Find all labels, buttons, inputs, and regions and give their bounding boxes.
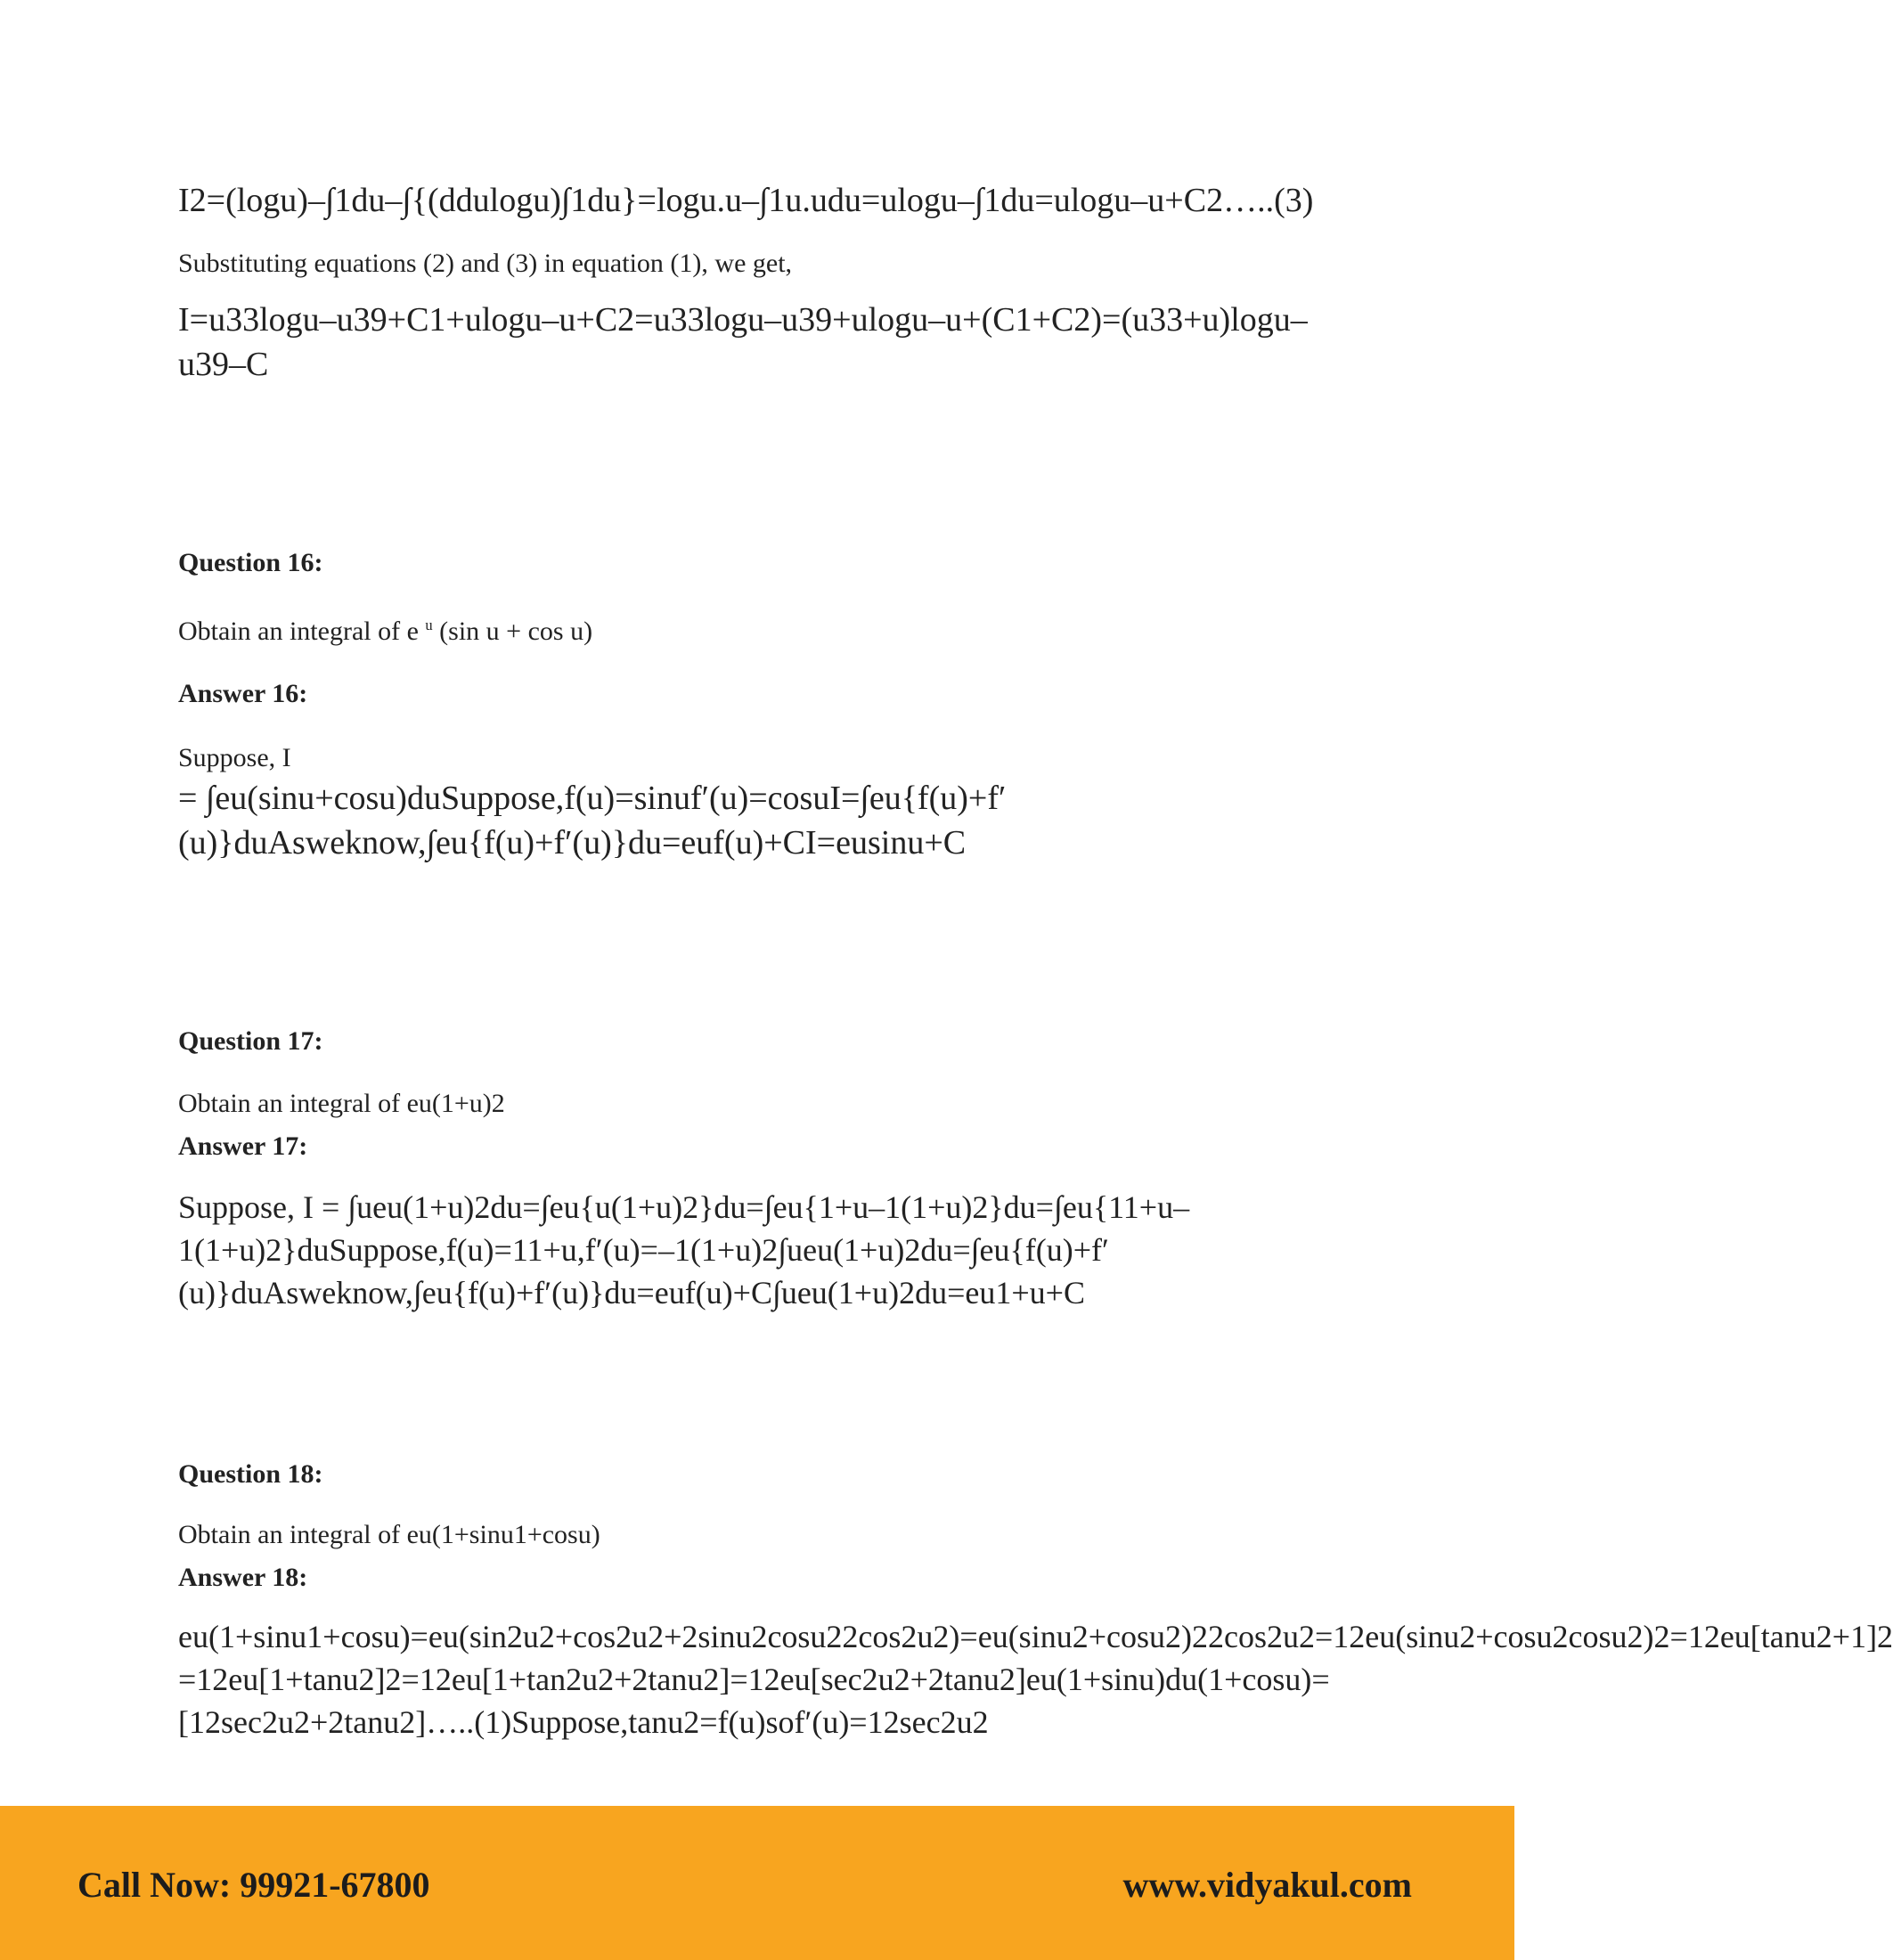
question-17-text: Obtain an integral of eu(1+u)2	[178, 1089, 505, 1118]
footer-website-link[interactable]: www.vidyakul.com	[1122, 1865, 1412, 1905]
equation-i2: I2=(logu)–∫1du–∫{(ddulogu)∫1du}=logu.u–∫1u.udu=ulogu–∫1du=ulogu–u+C2…..(3)	[178, 182, 1314, 219]
footer-phone[interactable]: Call Now: 99921-67800	[78, 1865, 430, 1905]
question-16-suffix: (sin u + cos u)	[439, 617, 593, 646]
question-18-text: Obtain an integral of eu(1+sinu1+cosu)	[178, 1520, 600, 1549]
answer-18-heading: Answer 18:	[178, 1563, 308, 1592]
answer-16-heading: Answer 16:	[178, 679, 308, 708]
question-16-prefix: Obtain an integral of e	[178, 617, 419, 646]
question-16-text	[178, 608, 1336, 649]
question-16-heading: Question 16:	[178, 548, 323, 577]
answer-17-body: Suppose, I = ∫ueu(1+u)2du=∫eu{u(1+u)2}du=∫eu{1+u–1(1+u)2}du=∫eu{11+u–1(1+u)2}duSuppose,f(u)=11+u,f′(u)=–1(1+u)2∫ueu(1+u)2du=∫eu{f(u)+f′(u)}duAsweknow,∫eu{f(u)+f′(u)}du=euf(u)+C∫ueu(1+u)2du=eu1+u+C	[178, 1189, 1190, 1311]
substituting-text: Substituting equations (2) and (3) in equation (1), we get,	[178, 249, 793, 278]
answer-18-body: eu(1+sinu1+cosu)=eu(sin2u2+cos2u2+2sinu2cosu22cos2u2)=eu(sinu2+cosu2)22cos2u2=12eu(sinu2+cosu2cosu2)2=12eu[tanu2+1]2 =12eu[1+tanu2]2=12eu[1+tan2u2+2tanu2]=12eu[sec2u2+2tanu2]eu(1+sinu)du(1+cosu)=[12sec2u2+2tanu2]…..(1)Suppose,tanu2=f(u)sof′(u)=12sec2u2	[178, 1619, 1893, 1740]
answer-16-intro: Suppose, I	[178, 743, 291, 772]
question-16-exponent: u	[425, 617, 433, 633]
answer-17-heading: Answer 17:	[178, 1131, 308, 1161]
question-18-heading: Question 18:	[178, 1459, 323, 1489]
equation-i-final: I=u33logu–u39+C1+ulogu–u+C2=u33logu–u39+ulogu–u+(C1+C2)=(u33+u)logu–u39–C	[178, 301, 1308, 383]
footer-banner	[0, 1806, 1514, 1960]
question-17-heading: Question 17:	[178, 1026, 323, 1056]
page-content	[178, 178, 1893, 1744]
answer-16-body: = ∫eu(sinu+cosu)duSuppose,f(u)=sinuf′(u)=cosuI=∫eu{f(u)+f′(u)}duAsweknow,∫eu{f(u)+f′(u)}du=euf(u)+CI=eusinu+C	[178, 780, 1007, 862]
